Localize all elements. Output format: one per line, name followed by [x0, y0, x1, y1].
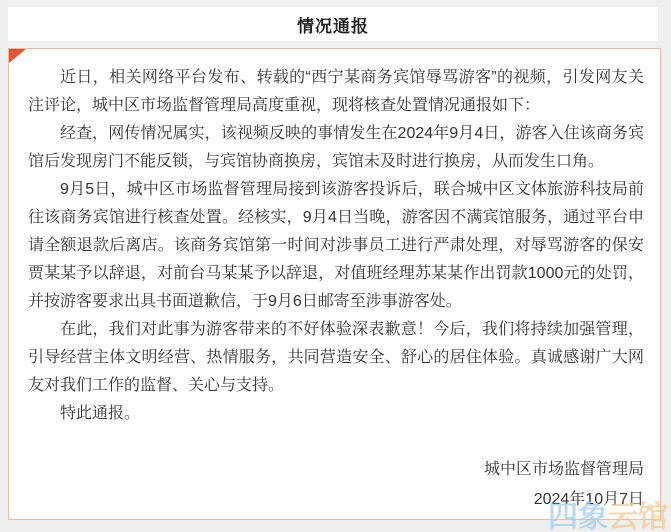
notice-box: [8, 48, 661, 520]
title-bar: [8, 7, 658, 41]
watermark-char: 云: [608, 501, 638, 532]
watermark-char: 四: [548, 501, 578, 532]
notice-paragraph: 近日，相关网络平台发布、转载的“西宁某商务宾馆辱骂游客”的视频，引发网友关注评论，城中区市场监督管理局高度重视，现将核查处置情况通报如下：: [28, 69, 644, 114]
notice-paragraph: 9月5日，城中区市场监督管理局接到该游客投诉后，联合城中区文体旅游科技局前往该商务宾馆进行核查处置。经核实，9月4日当晚，游客因不满宾馆服务，通过平台申请全额退款后离店。该商务宾馆第一时间对涉事员工进行严肃处理，对辱骂游客的保安贾某某予以辞退，对前台马某某予以辞退，对值班经理苏某某作出罚款1000元的处罚，并按游客要求出具书面道歉信，于9月6日邮寄至涉事游客处。: [28, 181, 644, 310]
notice-paragraph: 特此通报。: [60, 405, 141, 422]
watermark-char: 馆: [638, 501, 668, 532]
corner-fold-icon: [9, 49, 26, 63]
notice-content: [9, 49, 660, 515]
page-title: 情况通报: [297, 16, 369, 36]
notice-paragraph: 经查，网传情况属实，该视频反映的事情发生在2024年9月4日，游客入住该商务宾馆后发现房门不能反锁，与宾馆协商换房，宾馆未及时进行换房，从而发生口角。: [28, 125, 644, 170]
date: 2024年10月7日: [533, 491, 644, 508]
signature-block: [28, 455, 644, 515]
watermark-char: 象: [578, 501, 608, 532]
notice-paragraph: 在此，我们对此事为游客带来的不好体验深表歉意！今后，我们将持续加强管理，引导经营主体文明经营、热情服务，共同营造安全、舒心的居住体验。真诚感谢广大网友对我们工作的监督、关心与支持。: [28, 321, 644, 394]
signature: 城中区市场监督管理局: [483, 461, 644, 478]
